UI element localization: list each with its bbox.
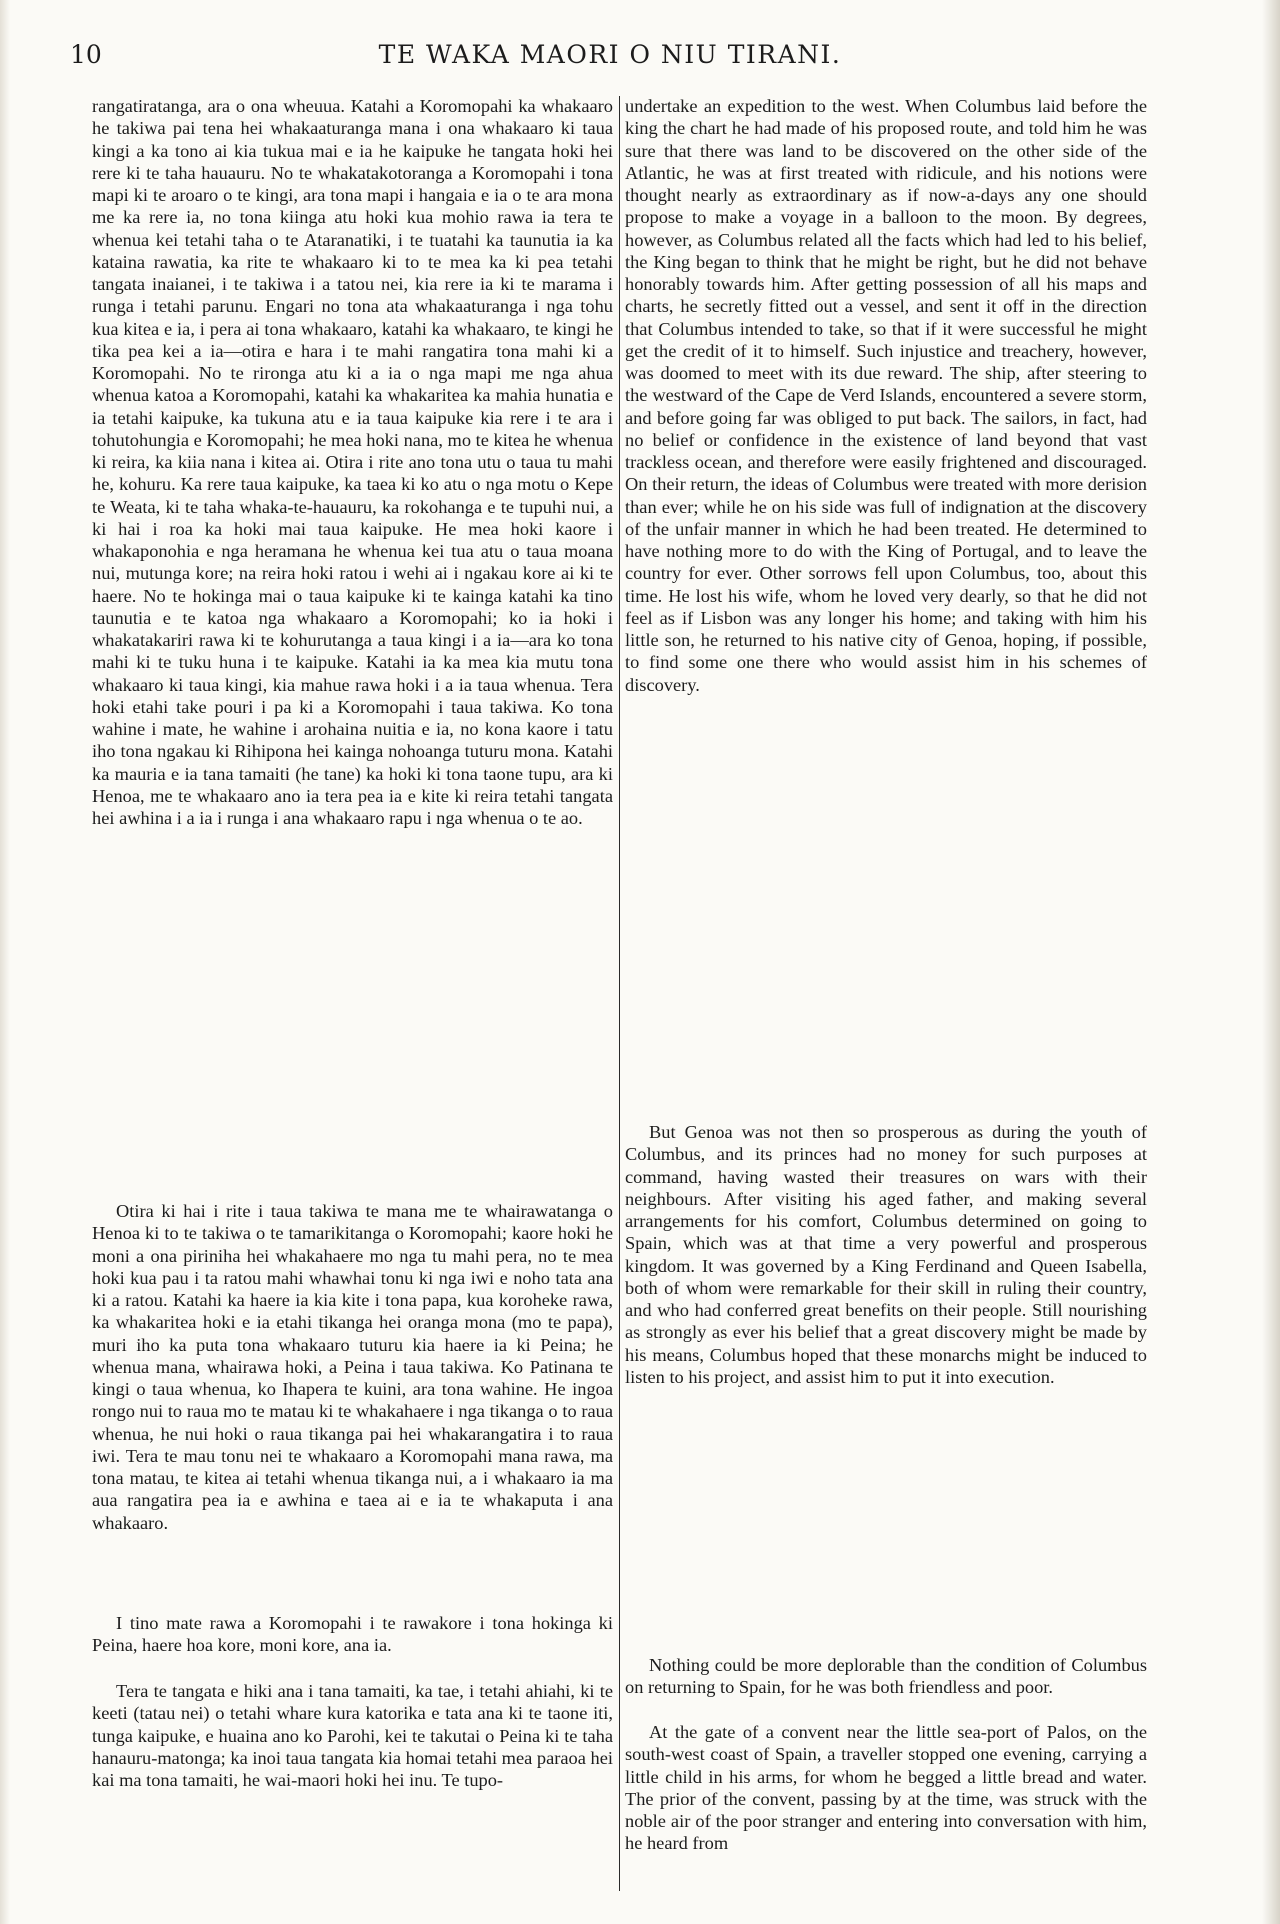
maori-paragraph-4: Tera te tangata e hiki ana i tana tamaiti, ka tae, i tetahi ahiahi, ki te keeti (tatau nei) o tetahi whare kura katorika e tata ana ki te taone iti, tunga kaipuke, e huaina ano ko Parohi, kei te takutai o Peina ki te taha hanauru-matonga; ka inoi taua tangata kia homai tetahi mea paraoa hei kai ma tona tamaiti, he wai-maori hoki hei inu. Te tupo- — [92, 1681, 613, 1790]
column-divider — [619, 96, 620, 1891]
maori-paragraph-3: I tino mate rawa a Koromopahi i te rawakore i tona hokinga ki Peina, haere hoa kore, moni kore, ana ia. — [92, 1613, 613, 1656]
maori-paragraph-2: Otira ki hai i rite i taua takiwa te mana me te whairawatanga o Henoa ki to te takiwa o te tamarikitanga o Koromopahi; kaore hoki he moni a ona piriniha hei whakahaere mo nga tu mahi pera, no te mea hoki kua pau i ta ratou mahi whawhai tonu ki nga iwi e noho tata ana ki a ratou. Katahi ka haere ia kia kite i tona papa, kua koroheke rawa, ka whakaritea hoki e ia etahi tikanga hei oranga mona (mo te papa), muri iho ka puta tona whakaaro tuturu kia haere ia ki Peina; he whenua mana, whairawa hoki, a Peina i taua takiwa. Ko Patinana te kingi o taua whenua, ko Ihapera te kuini, ara tona wahine. He ingoa rongo nui to raua mo te matau ki te whakahaere i nga tikanga o to raua whenua, he nui hoki o raua tikanga pai hei whakarangatira i to raua iwi. Tera te mau tonu nei te whakaaro a Koromopahi mana rawa, ma tona matau, te kitea ai tetahi whenua tikanga nui, a i whakaaro ia ma aua rangatira pea ia e awhina e taea ai e ia te whakaputa i ana whakaaro. — [92, 1201, 613, 1533]
english-paragraph-2: But Genoa was not then so prosperous as during the youth of Columbus, and its princes had no money for such purposes at command, having wasted their treasures on wars with their neighbours. After visiting his aged father, and making several arrangements for his comfort, Columbus determined on going to Spain, which was at that time a very powerful and prosperous kingdom. It was governed by a King Ferdinand and Queen Isabella, both of whom were remarkable for their skill in ruling their country, and who had conferred great benefits on their people. Still nourishing as strongly as ever his belief that a great discovery might be made by his means, Columbus hoped that these monarchs might be induced to listen to his project, and assist him to put it into execution. — [625, 1122, 1147, 1387]
page-header — [70, 38, 1150, 78]
maori-text-column — [92, 95, 613, 1895]
page-number: 10 — [70, 40, 102, 69]
maori-paragraph-1: rangatiratanga, ara o ona wheuua. Katahi a Koromopahi ka whakaaro he takiwa pai tena hei whakaaturanga mana i ona whakaaro ki taua kingi a ka tono ai kia tukua mai e ia he kaipuke he tangata hoki hei rere ki te taha hauauru. No te whakatakotoranga a Koromopahi i tona mapi ki te aroaro o te kingi, ara tona mapi i hangaia e ia o te ara mona me ka rere ia, no tona kiinga atu hoki kua mohio rawa ia tera te whenua kei tetahi taha o te Ataranatiki, i te tuatahi ka taunutia ia ka kataina rawatia, ka rite te whakaaro ki to te mea ka ki pea tetahi tangata inaianei, i te takiwa i a tatou nei, kia rere ia ki te marama i runga i tetahi parunu. Engari no tona ata whakaaturanga i nga tohu kua kitea e ia, i pera ai tona whakaaro, katahi ka whakaaro, te kingi he tika pea kei a ia—otira e hara i te mahi rangatira tona mahi ki a Koromopahi. No te rironga atu ki a ia o nga mapi me nga ahua whenua katoa a Koromopahi, katahi ka whakaritea ka mahia hunatia e ia tetahi kaipuke, ka tukuna atu e ia taua kaipuke kia rere i te ara i tohutohungia e Koromopahi; he mea hoki nana, mo te kitea he whenua ki reira, ka kiia nana i kitea ai. Otira i rite ano tona utu o taua tu mahi he, kohuru. Ka rere taua kaipuke, ka taea ki ko atu o nga motu o Kepe te Weata, ki te taha whaka-te-hauauru, ka rokohanga e te tupuhi nui, a ki hai i roa ka hoki mai taua kaipuke. He mea hoki kaore i whakaponohia e nga heramana he whenua kei tua atu o taua moana nui, mutunga kore; na reira hoki ratou i wehi ai i ngakau kore ai ki te haere. No te hokinga mai o taua kaipuke ki te kainga katahi ka tino taunutia e te katoa nga whakaaro a Koromopahi; ko ia hoki i whakatakariri rawa ki te kohurutanga a taua kingi i a ia—ara ko tona mahi ki te tuku huna i te kaipuke. Katahi ia ka mea kia mutu tona whakaaro ki taua kingi, kia mahue rawa hoki i a ia taua whenua. Tera hoki etahi take pouri i pa ki a Koromopahi i taua takiwa. Ko tona wahine i mate, he wahine i arohaina nuitia e ia, no kona kaore i tatu iho tona ngakau ki Rihipona hei kainga nohoanga tuturu mona. Katahi ka mauria e ia tana tamaiti (he tane) ka hoki ki tona taone tupu, ara ki Henoa, me te whakaaro ano ia tera pea ia e kite ki reira tetahi tangata hei awhina i a ia i runga i ana whakaaro rapu i nga whenua o te ao. — [92, 96, 613, 828]
page-right-edge — [1262, 0, 1280, 1924]
page-left-edge — [0, 0, 10, 1924]
english-paragraph-3: Nothing could be more deplorable than the condition of Columbus on returning to Spain, for he was both friendless and poor. — [625, 1655, 1147, 1698]
english-paragraph-1: undertake an expedition to the west. When Columbus laid before the king the chart he had made of his proposed route, and told him he was sure that there was land to be discovered on the other side of the Atlantic, he was at first treated with ridicule, and his notions were thought nearly as extraordinary as if now-a-days any one should propose to make a voyage in a balloon to the moon. By degrees, however, as Columbus related all the facts which had led to his belief, the King began to think that he might be right, but he did not behave honorably towards him. After getting possession of all his maps and charts, he secretly fitted out a vessel, and sent it off in the direction that Columbus intended to take, so that if it were successful he might get the credit of it to himself. Such injustice and treachery, however, was doomed to meet with its due reward. The ship, after steering to the westward of the Cape de Verd Islands, encountered a severe storm, and before going far was obliged to put back. The sailors, in fact, had no belief or confidence in the existence of land beyond that vast trackless ocean, and therefore were easily frightened and discouraged. On their return, the ideas of Columbus were treated with more derision than ever; while he on his side was full of indignation at the discovery of the unfair manner in which he had been treated. He determined to have nothing more to do with the King of Portugal, and to leave the country for ever. Other sorrows fell upon Columbus, too, about this time. He lost his wife, whom he loved very dearly, so that he did not feel as if Lisbon was any longer his home; and taking with him his little son, he returned to his native city of Genoa, hoping, if possible, to find some one there who would assist him in his schemes of discovery. — [625, 96, 1147, 695]
running-title: TE WAKA MAORI O NIU TIRANI. — [378, 40, 842, 69]
english-paragraph-4: At the gate of a convent near the little sea-port of Palos, on the south-west coast of Spain, a traveller stopped one evening, carrying a little child in his arms, for whom he begged a little bread and water. The prior of the convent, passing by at the time, was struck with the noble air of the poor stranger and entering into conversation with him, he heard from — [625, 1722, 1147, 1854]
english-text-column — [625, 95, 1147, 1895]
